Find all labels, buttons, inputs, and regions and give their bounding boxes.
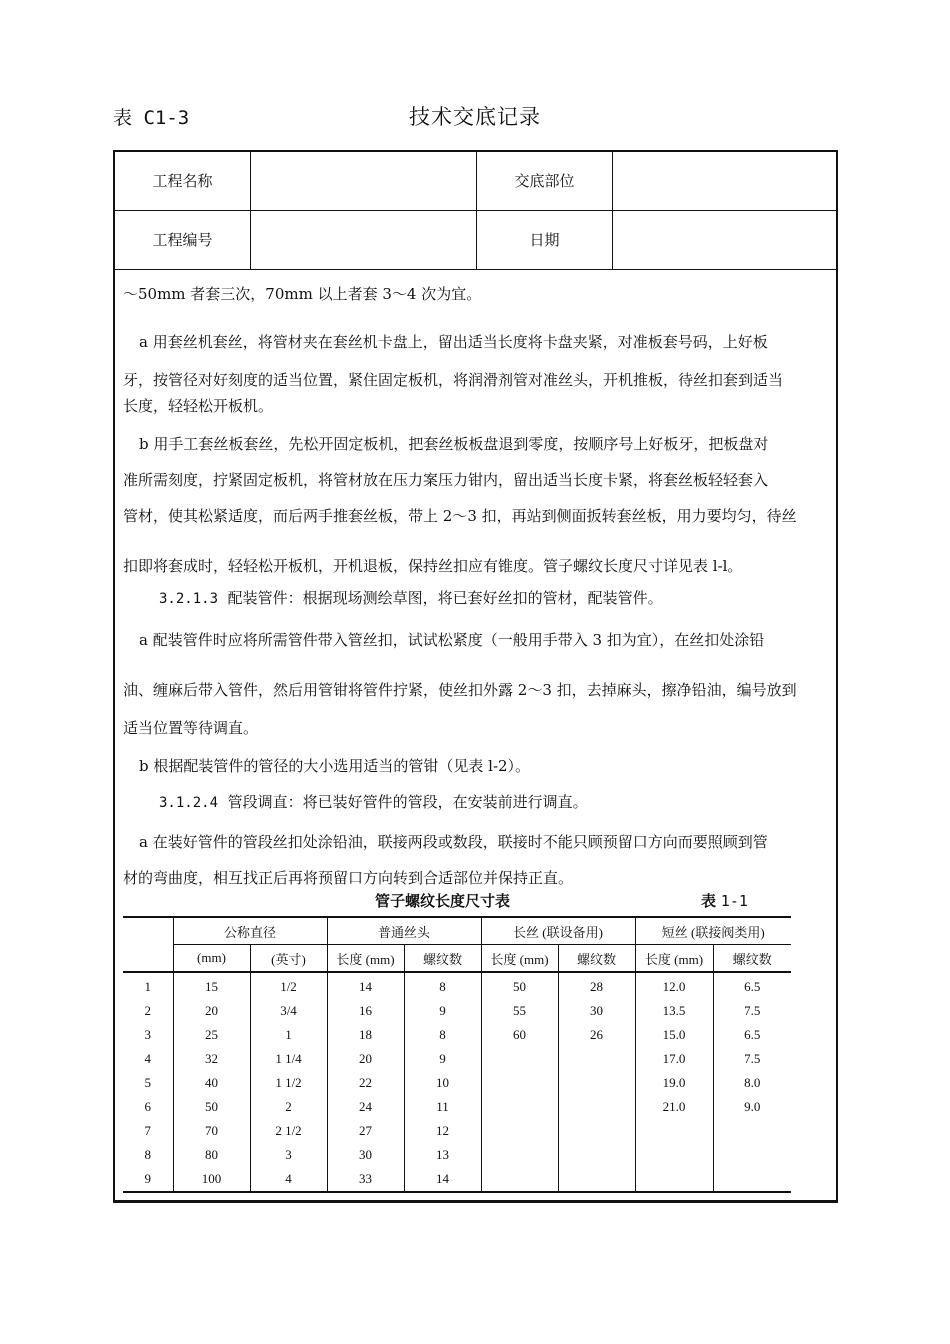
paragraph-line: 管材，使其松紧适度，而后两手推套丝板，带上 2～3 扣，再站到侧面扳转套丝板，用力要均匀，待丝 — [123, 507, 797, 525]
column-header: (mm) — [173, 945, 250, 973]
paragraph-line: a 在装好管件的管段丝扣处涂铅油，联接两段或数段，联接时不能只顾预留口方向而要照顾到管 — [139, 833, 768, 851]
table-cell: 50 — [173, 1095, 250, 1119]
table-cell: 22 — [327, 1071, 404, 1095]
table-code: 表 C1-3 — [113, 107, 190, 129]
table-cell — [481, 1167, 558, 1192]
table-cell: 6.5 — [713, 972, 791, 999]
group-header-row — [123, 917, 791, 945]
column-group-header: 普通丝头 — [327, 917, 481, 945]
table-cell: 3 — [250, 1143, 327, 1167]
table-cell: 1 1/2 — [250, 1071, 327, 1095]
section-text: 配装管件：根据现场测绘草图，将已套好丝扣的管材，配装管件。 — [227, 589, 663, 607]
table-cell: 12.0 — [635, 972, 713, 999]
table-cell: 26 — [558, 1023, 635, 1047]
table-cell — [481, 1095, 558, 1119]
table-cell — [558, 1047, 635, 1071]
column-group-header: 长丝 (联设备用) — [481, 917, 635, 945]
table-cell: 18 — [327, 1023, 404, 1047]
table-row — [123, 1071, 791, 1095]
table-cell: 7.5 — [713, 999, 791, 1023]
table-cell: 8 — [404, 1023, 481, 1047]
table-cell: 16 — [327, 999, 404, 1023]
section-number: 3.2.1.3 — [159, 591, 219, 607]
table-cell: 1 — [250, 1023, 327, 1047]
thread-length-table — [123, 916, 791, 1193]
table-cell — [713, 1143, 791, 1167]
column-header: 螺纹数 — [404, 945, 481, 973]
paragraph-line: b 根据配装管件的管径的大小选用适当的管钳（见表 l-2）。 — [139, 757, 531, 775]
table-cell: 9 — [404, 999, 481, 1023]
column-header: 长度 (mm) — [481, 945, 558, 973]
table-row — [123, 1047, 791, 1071]
paragraph-line: a 用套丝机套丝，将管材夹在套丝机卡盘上，留出适当长度将卡盘夹紧，对准板套号码，上好板 — [139, 333, 768, 351]
row-number-header — [123, 917, 173, 945]
table-cell: 27 — [327, 1119, 404, 1143]
table-row — [123, 1119, 791, 1143]
table-cell: 24 — [327, 1095, 404, 1119]
column-header: 长度 (mm) — [635, 945, 713, 973]
column-group-header: 公称直径 — [173, 917, 327, 945]
table-cell: 40 — [173, 1071, 250, 1095]
table-cell: 100 — [173, 1167, 250, 1192]
table-cell: 9.0 — [713, 1095, 791, 1119]
thread-table-body — [123, 972, 791, 1192]
table-row — [123, 1023, 791, 1047]
paragraph-line: 油、缠麻后带入管件，然后用管钳将管件拧紧，使丝扣外露 2～3 扣，去掉麻头，擦净铅油，编号放到 — [123, 681, 797, 699]
table-cell: 7.5 — [713, 1047, 791, 1071]
location-label: 交底部位 — [477, 152, 613, 210]
table-cell: 20 — [327, 1047, 404, 1071]
table-row — [123, 999, 791, 1023]
table-cell: 25 — [173, 1023, 250, 1047]
table-row — [123, 1143, 791, 1167]
table-cell — [558, 1071, 635, 1095]
table-cell — [481, 1119, 558, 1143]
section-number: 3.1.2.4 — [159, 795, 219, 811]
table-cell: 30 — [558, 999, 635, 1023]
table-cell — [481, 1047, 558, 1071]
table-cell: 11 — [404, 1095, 481, 1119]
paragraph-line: 准所需刻度，拧紧固定板机，将管材放在压力案压力钳内，留出适当长度卡紧，将套丝板轻轻套入 — [123, 471, 769, 489]
table-cell: 30 — [327, 1143, 404, 1167]
table-cell — [635, 1119, 713, 1143]
table-cell: 15 — [173, 972, 250, 999]
table-cell: 13 — [404, 1143, 481, 1167]
document-title: 技术交底记录 — [409, 105, 541, 129]
table-cell: 9 — [404, 1047, 481, 1071]
table-cell: 17.0 — [635, 1047, 713, 1071]
paragraph-line: a 配装管件时应将所需管件带入管丝扣，试试松紧度（一般用手带入 3 扣为宜），在丝扣处涂铅 — [139, 631, 765, 649]
table-cell: 32 — [173, 1047, 250, 1071]
table-cell — [558, 1119, 635, 1143]
row-number-cell: 3 — [144, 1027, 151, 1042]
paragraph-line: 适当位置等待调直。 — [123, 719, 259, 737]
project-name-label: 工程名称 — [115, 152, 251, 210]
thread-table-code — [701, 890, 748, 911]
table-cell: 14 — [404, 1167, 481, 1192]
thread-table-code-prefix: 表 — [701, 892, 717, 910]
column-header: 螺纹数 — [558, 945, 635, 973]
section-3-1-2-4 — [159, 790, 867, 815]
table-cell: 19.0 — [635, 1071, 713, 1095]
table-cell: 6.5 — [713, 1023, 791, 1047]
thread-table-code-number: 1-1 — [720, 892, 748, 910]
table-cell: 2 1/2 — [250, 1119, 327, 1143]
row-number-cell: 5 — [144, 1075, 151, 1090]
table-cell — [713, 1167, 791, 1192]
table-cell: 8.0 — [713, 1071, 791, 1095]
row-number-cell: 7 — [144, 1123, 151, 1138]
paragraph-line: 材的弯曲度，相互找正后再将预留口方向转到合适部位并保持正直。 — [123, 869, 574, 887]
row-number-cell: 2 — [144, 1003, 151, 1018]
table-cell: 3/4 — [250, 999, 327, 1023]
table-cell: 70 — [173, 1119, 250, 1143]
row-number-cell: 9 — [123, 1167, 173, 1192]
paragraph-line: 牙，按管径对好刻度的适当位置，紧住固定板机，将润滑剂管对准丝头，开机推板，待丝扣套到适当 — [123, 371, 784, 389]
table-cell: 28 — [558, 972, 635, 999]
header-row-2 — [115, 211, 836, 270]
column-header: 长度 (mm) — [327, 945, 404, 973]
column-group-header: 短丝 (联接阀类用) — [635, 917, 791, 945]
table-cell: 33 — [327, 1167, 404, 1192]
date-label: 日期 — [477, 211, 613, 269]
row-number-cell: 8 — [144, 1147, 151, 1162]
sub-header-row — [123, 945, 791, 973]
table-cell — [558, 1143, 635, 1167]
table-cell — [558, 1167, 635, 1192]
record-frame — [113, 150, 838, 1203]
date-field[interactable] — [613, 211, 836, 269]
table-row — [123, 1167, 791, 1192]
table-cell: 21.0 — [635, 1095, 713, 1119]
paragraph-line: b 用手工套丝板套丝，先松开固定板机，把套丝板板盘退到零度，按顺序号上好板牙，把板盘对 — [139, 435, 769, 453]
location-field[interactable] — [613, 152, 836, 210]
section-3-2-1-3 — [159, 586, 867, 611]
section-text: 管段调直：将已装好管件的管段，在安装前进行调直。 — [227, 793, 588, 811]
paragraph-line: 长度，轻轻松开板机。 — [123, 397, 274, 415]
table-cell — [481, 1143, 558, 1167]
table-cell: 60 — [481, 1023, 558, 1047]
paragraph-line: 扣即将套成时，轻轻松开板机，开机退板，保持丝扣应有锥度。管子螺纹长度尺寸详见表 l-l。 — [123, 557, 743, 575]
table-cell: 13.5 — [635, 999, 713, 1023]
table-cell: 80 — [173, 1143, 250, 1167]
table-cell — [635, 1167, 713, 1192]
table-cell: 1 1/4 — [250, 1047, 327, 1071]
table-cell: 14 — [327, 972, 404, 999]
table-row — [123, 972, 791, 999]
table-row — [123, 1095, 791, 1119]
row-number-cell: 6 — [144, 1099, 151, 1114]
table-cell: 4 — [250, 1167, 327, 1192]
project-name-field[interactable] — [251, 152, 477, 210]
row-number-cell: 4 — [144, 1051, 151, 1066]
table-cell: 50 — [481, 972, 558, 999]
row-number-cell: 1 — [144, 979, 151, 994]
table-cell: 8 — [404, 972, 481, 999]
header-row-1 — [115, 152, 836, 211]
column-header: 螺纹数 — [713, 945, 791, 973]
table-cell — [713, 1119, 791, 1143]
column-header: (英寸) — [250, 945, 327, 973]
table-cell — [558, 1095, 635, 1119]
table-cell — [481, 1071, 558, 1095]
project-no-label: 工程编号 — [115, 211, 251, 269]
project-no-field[interactable] — [251, 211, 477, 269]
table-cell: 20 — [173, 999, 250, 1023]
table-cell: 12 — [404, 1119, 481, 1143]
table-cell: 15.0 — [635, 1023, 713, 1047]
table-cell — [635, 1143, 713, 1167]
table-cell: 55 — [481, 999, 558, 1023]
table-cell: 2 — [250, 1095, 327, 1119]
thread-table-caption: 管子螺纹长度尺寸表 — [375, 892, 511, 910]
row-number-header — [123, 945, 173, 973]
table-cell: 1/2 — [250, 972, 327, 999]
paragraph-line: ～50mm 者套三次，70mm 以上者套 3～4 次为宜。 — [123, 285, 482, 303]
table-cell: 10 — [404, 1071, 481, 1095]
